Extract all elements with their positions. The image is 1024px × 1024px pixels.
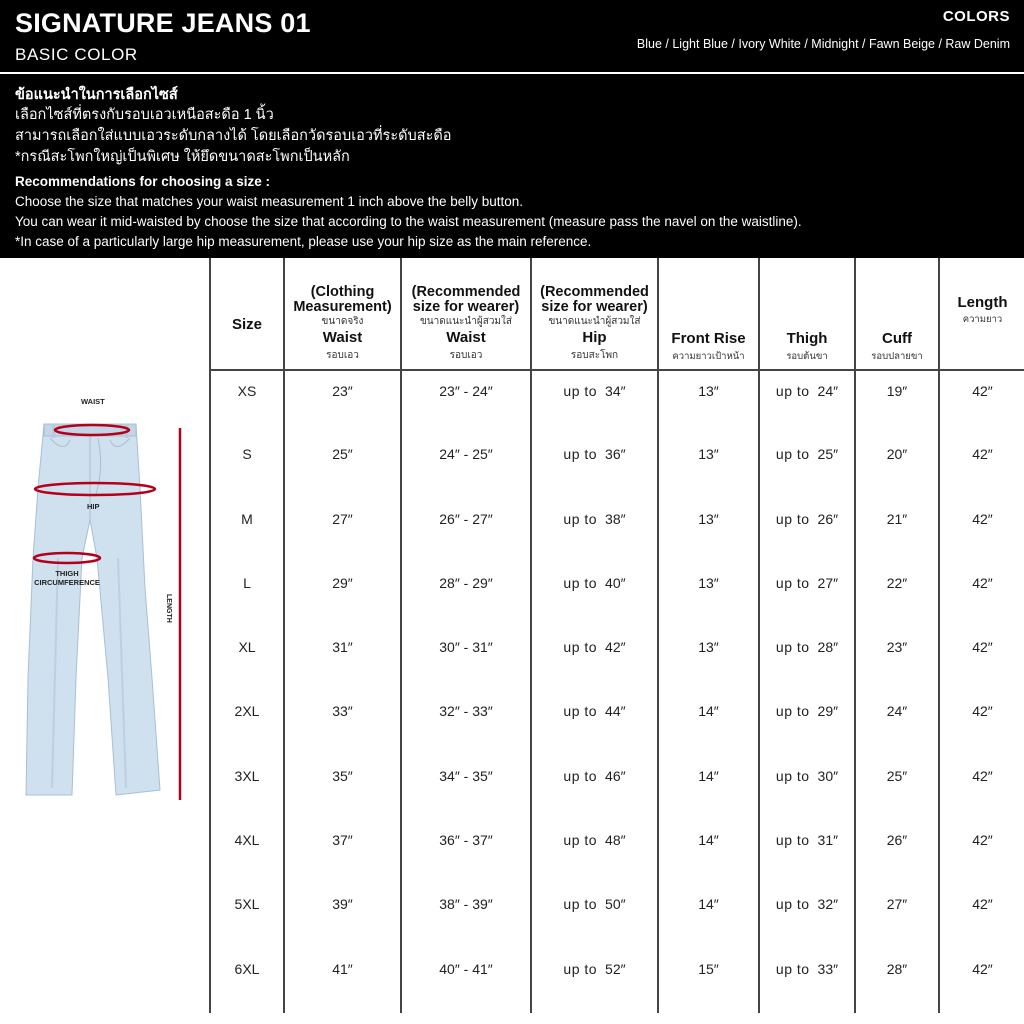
cell-cuff: 28″ (855, 949, 939, 1013)
cell-cuff: 21″ (855, 499, 939, 563)
cell-value: 25″ (817, 446, 839, 463)
cell-value: 31″ (817, 832, 839, 849)
header-cuff (855, 258, 939, 370)
header-thai-bottom: รอบสะโพก (570, 350, 619, 361)
header-thai-bottom: รอบต้นขา (786, 351, 828, 362)
table-row (210, 884, 1024, 948)
cell-front-rise: 13″ (658, 499, 759, 563)
cell-front-rise: 13″ (658, 370, 759, 434)
header-length (939, 258, 1024, 370)
cell-thigh (759, 434, 855, 498)
cell-length: 42″ (939, 434, 1024, 498)
cell-value: 44″ (605, 703, 626, 720)
header-front-rise (658, 258, 759, 370)
cell-cuff: 19″ (855, 370, 939, 434)
up-to-label: up to (563, 703, 598, 720)
up-to-label: up to (775, 510, 810, 527)
cell-clothing-waist: 37″ (284, 820, 401, 884)
cell-front-rise: 14″ (658, 884, 759, 948)
up-to-label: up to (775, 832, 810, 849)
hip-label: HIP (87, 502, 100, 511)
cell-clothing-waist: 23″ (284, 370, 401, 434)
cell-length: 42″ (939, 563, 1024, 627)
cell-value: 30″ (817, 767, 839, 784)
header-paren: (Recommended size for wearer) (540, 284, 649, 315)
cell-cuff: 23″ (855, 627, 939, 691)
table-header-row (210, 258, 1024, 370)
table-row (210, 949, 1024, 1013)
up-to-label: up to (775, 960, 810, 977)
header-main: Front Rise (671, 330, 746, 347)
cell-recommended-waist: 24″ - 25″ (401, 434, 531, 498)
cell-value: 26″ (817, 510, 839, 527)
cell-cuff: 27″ (855, 884, 939, 948)
recommendation-english-line: *In case of a particularly large hip measurement, please use your hip size as the main reference. (15, 234, 592, 249)
cell-cuff: 20″ (855, 434, 939, 498)
cell-clothing-waist: 33″ (284, 691, 401, 755)
header-banner (0, 0, 1024, 258)
cell-value: 29″ (817, 703, 839, 720)
page-title: SIGNATURE JEANS 01 (15, 8, 311, 38)
header-main: Cuff (882, 330, 912, 347)
table-row (210, 627, 1024, 691)
cell-length: 42″ (939, 370, 1024, 434)
table-row (210, 691, 1024, 755)
header-main: Length (957, 293, 1008, 311)
cell-thigh (759, 884, 855, 948)
header-thigh (759, 258, 855, 370)
cell-cuff: 25″ (855, 756, 939, 820)
cell-value: 40″ (605, 574, 626, 591)
header-divider (0, 72, 1024, 74)
up-to-label: up to (563, 896, 598, 913)
up-to-label: up to (775, 703, 810, 720)
up-to-label: up to (563, 767, 598, 784)
cell-recommended-waist: 26″ - 27″ (401, 499, 531, 563)
cell-recommended-hip (531, 499, 658, 563)
header-thai-bottom: รอบเอว (326, 350, 359, 361)
header-main: Hip (582, 329, 607, 346)
header-thai-top: ขนาดจริง (321, 316, 364, 327)
table-row (210, 756, 1024, 820)
header-recommended-hip (531, 258, 658, 370)
cell-value: 52″ (605, 960, 626, 977)
size-table-body (210, 370, 1024, 1013)
cell-thigh (759, 820, 855, 884)
cell-value: 42″ (605, 639, 626, 656)
cell-thigh (759, 563, 855, 627)
cell-thigh (759, 370, 855, 434)
jeans-drawing (0, 258, 208, 1024)
header-paren: (Recommended size for wearer) (411, 284, 521, 315)
cell-size: 2XL (210, 691, 284, 755)
cell-front-rise: 15″ (658, 949, 759, 1013)
header-paren: (Clothing Measurement) (293, 284, 392, 315)
up-to-label: up to (563, 383, 598, 399)
up-to-label: up to (775, 767, 810, 784)
up-to-label: up to (563, 832, 598, 849)
header-thai-bottom: ความยาวเป้าหน้า (672, 351, 745, 362)
up-to-label: up to (563, 446, 598, 463)
cell-thigh (759, 691, 855, 755)
cell-clothing-waist: 39″ (284, 884, 401, 948)
cell-size: S (210, 434, 284, 498)
cell-recommended-hip (531, 820, 658, 884)
waist-label: WAIST (81, 397, 105, 406)
thigh-label: THIGH CIRCUMFERENCE (34, 569, 100, 587)
recommendation-english-line: Choose the size that matches your waist measurement 1 inch above the belly button. (15, 194, 524, 209)
cell-clothing-waist: 29″ (284, 563, 401, 627)
up-to-label: up to (775, 639, 810, 656)
cell-recommended-waist: 36″ - 37″ (401, 820, 531, 884)
cell-size: XL (210, 627, 284, 691)
cell-length: 42″ (939, 820, 1024, 884)
length-label: LENGTH (165, 594, 172, 623)
recommendation-thai-line: สามารถเลือกใส่แบบเอวระดับกลางได้ โดยเลือกวัดรอบเอวที่ระดับสะดือ (15, 128, 452, 144)
cell-size: 3XL (210, 756, 284, 820)
cell-size: 6XL (210, 949, 284, 1013)
cell-length: 42″ (939, 756, 1024, 820)
cell-value: 32″ (817, 896, 839, 913)
cell-cuff: 26″ (855, 820, 939, 884)
size-chart-table (209, 258, 1024, 1013)
cell-length: 42″ (939, 884, 1024, 948)
cell-cuff: 24″ (855, 691, 939, 755)
cell-size: L (210, 563, 284, 627)
size-recommendations (15, 85, 1015, 252)
cell-recommended-hip (531, 370, 658, 434)
up-to-label: up to (563, 574, 598, 591)
colors-list: Blue / Light Blue / Ivory White / Midnight / Fawn Beige / Raw Denim (636, 37, 1010, 51)
cell-clothing-waist: 25″ (284, 434, 401, 498)
cell-size: 4XL (210, 820, 284, 884)
cell-value: 38″ (605, 510, 626, 527)
recommendation-english-title: Recommendations for choosing a size : (15, 174, 271, 189)
table-row (210, 820, 1024, 884)
cell-recommended-hip (531, 627, 658, 691)
cell-value: 24″ (817, 383, 839, 399)
recommendation-thai-title: ข้อแนะนำในการเลือกไซส์ (15, 87, 178, 103)
header-size (210, 258, 284, 370)
recommendation-english-line: You can wear it mid-waisted by choose the size that according to the waist measurement (measure pass the navel on the waistline). (15, 214, 802, 229)
cell-front-rise: 13″ (658, 434, 759, 498)
recommendation-thai-line: *กรณีสะโพกใหญ่เป็นพิเศษ ให้ยึดขนาดสะโพกเป็นหลัก (15, 149, 350, 165)
header-main: Waist (446, 329, 486, 346)
cell-recommended-waist: 28″ - 29″ (401, 563, 531, 627)
header-main: Thigh (786, 330, 828, 347)
cell-value: 34″ (605, 383, 626, 399)
cell-thigh (759, 949, 855, 1013)
cell-length: 42″ (939, 499, 1024, 563)
cell-size: XS (210, 370, 284, 434)
cell-recommended-waist: 40″ - 41″ (401, 949, 531, 1013)
page-subtitle: BASIC COLOR (15, 45, 138, 64)
cell-recommended-hip (531, 884, 658, 948)
cell-size: 5XL (210, 884, 284, 948)
cell-value: 48″ (605, 832, 626, 849)
cell-recommended-waist: 23″ - 24″ (401, 370, 531, 434)
cell-value: 33″ (817, 960, 839, 977)
cell-thigh (759, 499, 855, 563)
cell-size: M (210, 499, 284, 563)
up-to-label: up to (563, 639, 598, 656)
cell-recommended-hip (531, 563, 658, 627)
up-to-label: up to (775, 383, 810, 399)
header-thai-top: ขนาดแนะนำผู้สวมใส่ (419, 316, 513, 327)
cell-recommended-waist: 32″ - 33″ (401, 691, 531, 755)
table-row (210, 563, 1024, 627)
cell-front-rise: 13″ (658, 563, 759, 627)
up-to-label: up to (563, 510, 598, 527)
cell-value: 36″ (605, 446, 626, 463)
header-main: Waist (322, 329, 363, 346)
cell-cuff: 22″ (855, 563, 939, 627)
cell-clothing-waist: 31″ (284, 627, 401, 691)
cell-recommended-waist: 38″ - 39″ (401, 884, 531, 948)
cell-front-rise: 14″ (658, 691, 759, 755)
colors-label: COLORS (942, 8, 1010, 25)
cell-thigh (759, 627, 855, 691)
cell-value: 27″ (817, 574, 839, 591)
table-row (210, 370, 1024, 434)
header-recommended-waist (401, 258, 531, 370)
cell-front-rise: 13″ (658, 627, 759, 691)
table-row (210, 434, 1024, 498)
cell-length: 42″ (939, 949, 1024, 1013)
header-thai-bottom: รอบปลายขา (871, 351, 923, 362)
cell-clothing-waist: 41″ (284, 949, 401, 1013)
up-to-label: up to (775, 574, 810, 591)
cell-clothing-waist: 35″ (284, 756, 401, 820)
header-thai-top: ขนาดแนะนำผู้สวมใส่ (548, 316, 641, 327)
recommendation-thai-line: เลือกไซส์ที่ตรงกับรอบเอวเหนือสะดือ 1 นิ้ว (15, 107, 274, 123)
cell-value: 50″ (605, 896, 626, 913)
jeans-shape (26, 424, 160, 795)
up-to-label: up to (775, 896, 810, 913)
cell-clothing-waist: 27″ (284, 499, 401, 563)
cell-length: 42″ (939, 627, 1024, 691)
cell-recommended-hip (531, 691, 658, 755)
table-row (210, 499, 1024, 563)
up-to-label: up to (775, 446, 810, 463)
cell-recommended-waist: 30″ - 31″ (401, 627, 531, 691)
cell-thigh (759, 756, 855, 820)
cell-recommended-hip (531, 434, 658, 498)
header-size-label: Size (231, 316, 262, 333)
cell-recommended-hip (531, 949, 658, 1013)
cell-length: 42″ (939, 691, 1024, 755)
cell-value: 46″ (605, 767, 626, 784)
cell-value: 28″ (817, 639, 839, 656)
cell-front-rise: 14″ (658, 756, 759, 820)
header-clothing-waist (284, 258, 401, 370)
cell-front-rise: 14″ (658, 820, 759, 884)
header-thai-bottom: ความยาว (962, 313, 1003, 325)
header-thai-bottom: รอบเอว (449, 350, 483, 361)
cell-recommended-hip (531, 756, 658, 820)
cell-recommended-waist: 34″ - 35″ (401, 756, 531, 820)
jeans-illustration (0, 258, 208, 1024)
up-to-label: up to (563, 960, 598, 977)
